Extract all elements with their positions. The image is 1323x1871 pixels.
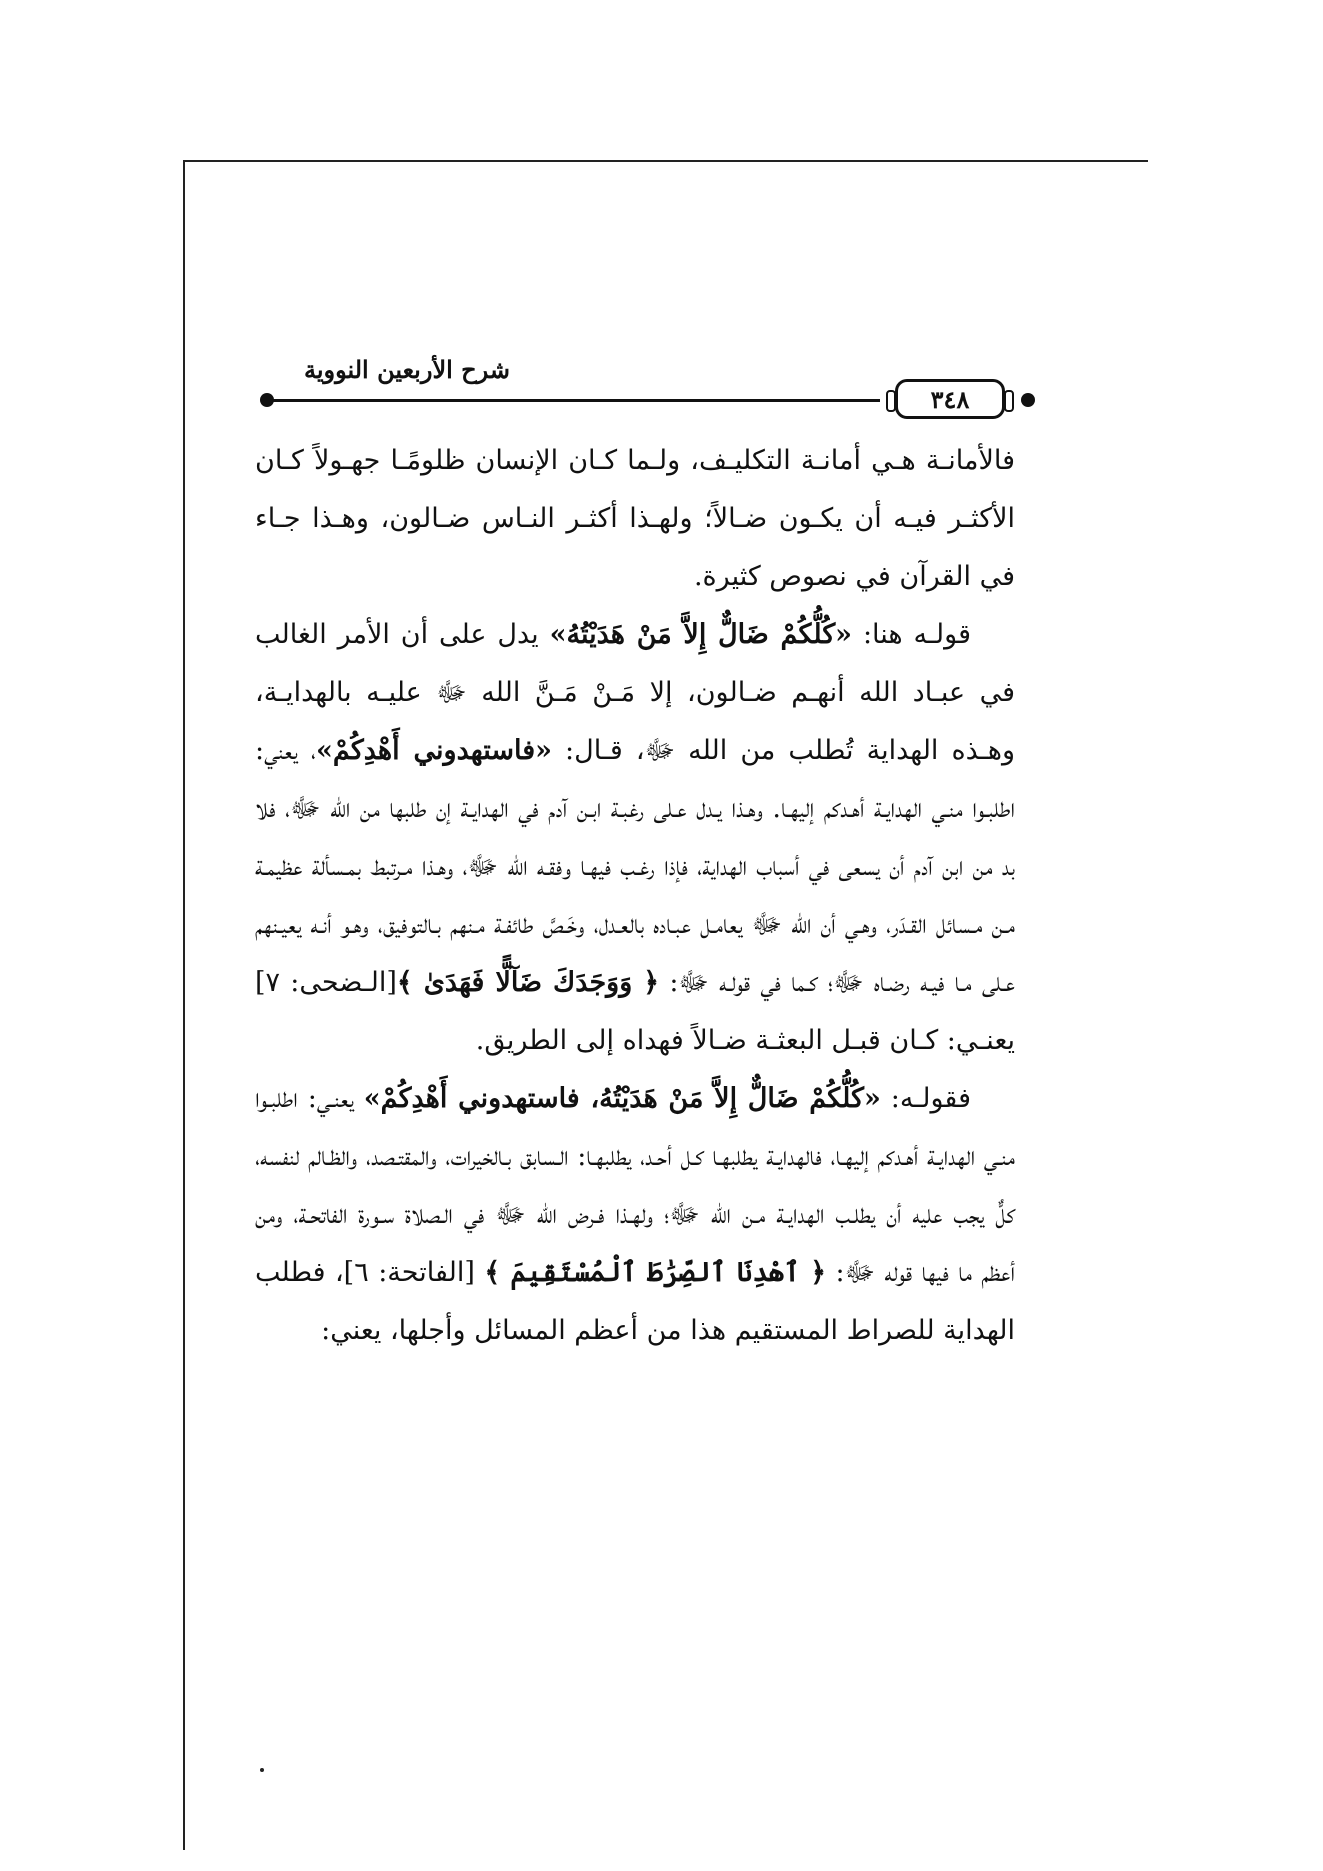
book-title: شرح الأربعين النووية: [303, 355, 510, 384]
hadith-quote: «فاستهدوني أَهْدِكُمْ»: [316, 735, 552, 766]
paragraph-text: فالأمانـة هـي أمانـة التكليـف، ولـما كـان الإنسان ظلومًـا جهـولاً كـان الأكثـر فيـه أن يكـون ضـالاً؛ ولهـذا أكثـر النـاس ضـالون، وهـذا جـاء في القرآن في نصوص كثيرة.: [255, 445, 1015, 592]
paragraph-text: [الـضحى: ٧] يعنـي: كـان قبـل البعثـة ضـالاً فهداه إلى الطريق.: [255, 967, 1015, 1056]
quran-verse: ﴿ وَوَجَدَكَ ضَآلًّا فَهَدَىٰ ﴾: [396, 967, 660, 998]
page-number-text: ٣٤٨: [930, 384, 970, 414]
paragraph-text: يدل على أن الأمر الغالب في عبـاد الله أنهـم ضـالون، إلا مَـنْ مَـنَّ الله ﷻ عليـه بالهدايـة، وهـذه الهداية تُطلب من الله ﷻ، قـال:: [255, 619, 1015, 766]
header-rule: [270, 399, 880, 402]
frame-top-line: [183, 160, 1148, 162]
paragraph-2: [255, 606, 1015, 1070]
page-body: [255, 432, 1015, 1360]
header-ornament-dot-right: [1021, 393, 1035, 407]
page-number: [895, 379, 1005, 419]
paragraph-text: فقولـه:: [880, 1083, 971, 1114]
page-header: [260, 355, 1035, 425]
hadith-quote: «كُلُّكُمْ ضَالٌّ إِلاَّ مَنْ هَدَيْتُهُ»: [549, 619, 853, 650]
frame-left-line: [183, 160, 185, 1850]
paragraph-3: [255, 1070, 1015, 1360]
scan-speck: [260, 1768, 264, 1772]
paragraph-text: ، يعني: اطلبـوا منـي الهدايـة أهـدكم إليهـا. وهـذا يـدل عـلى رغبـة ابـن آدم في الهدايـة إن طلبها من الله ﷻ، فلا بد من ابن آدم أن يسعى في أسباب الهداية، فإذا رغـب فيهـا وفقـه الله ﷻ، وهـذا مـرتبط بمـسألة عظيمـة مـن مـسائل القـدَر، وهـي أن الله ﷻ يعامـل عبـاده بالعـدل، وخَـصَّ طائفـة مـنهم بـالتوفيق، وهـو أنـه يعيـنهم عـلى مـا فيـه رضـاه ﷻ؛ كـما في قولـه ﷻ:: [255, 735, 1015, 998]
paragraph-text: يعنـي: اطلبـوا منـي الهدايـة أهـدكم إليهـا، فالهدايـة يطلبهـا كـل أحـد، يطلبهـا: الـسابق بـالخيرات، والمقتـصد، والظـالم لنفسه، كلٌّ يجب عليه أن يطلـب الهدايـة مـن الله ﷻ؛ ولهـذا فـرض الله ﷻ في الـصلاة سـورة الفاتحـة، ومن أعظم ما فيها قوله ﷻ:: [255, 1083, 1015, 1288]
quran-verse: ﴿ ٱهْدِنَا ٱلصِّرَٰطَ ٱلْمُسْتَقِيمَ ﴾: [484, 1257, 827, 1288]
paragraph-text: [الفاتحة: ٦]، فطلب الهداية للصراط المستقيم هذا من أعظم المسائل وأجلها، يعني:: [255, 1257, 1015, 1346]
hadith-quote: «كُلُّكُمْ ضَالٌّ إِلاَّ مَنْ هَدَيْتُهُ، فاستهدوني أَهْدِكُمْ»: [363, 1083, 881, 1114]
paragraph-text: قولـه هنا:: [852, 619, 972, 650]
paragraph-1: [255, 432, 1015, 606]
